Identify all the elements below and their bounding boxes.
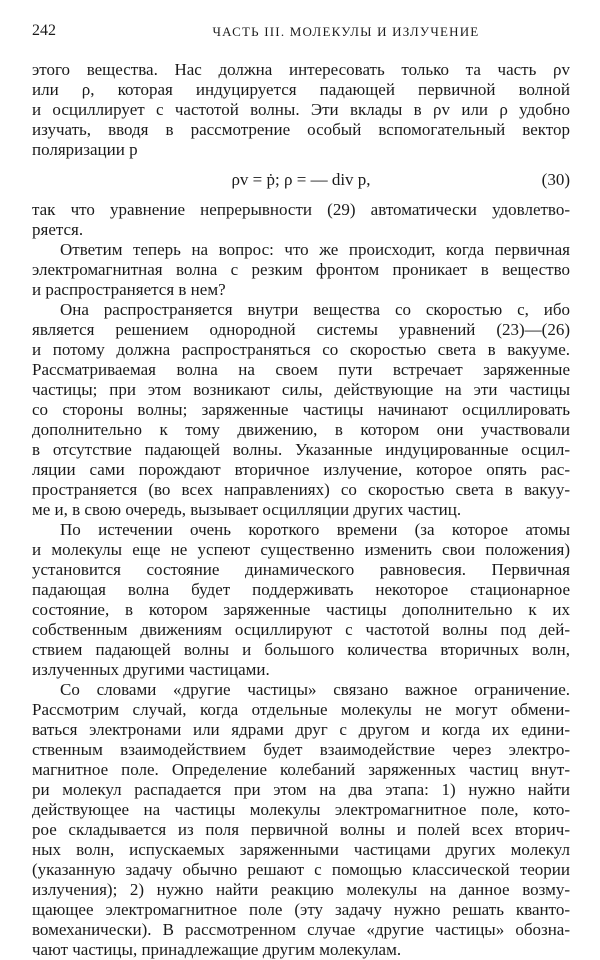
paragraph-start: Со словами «другие частицы» связано важное ограничение. [60, 680, 570, 699]
text-line: ряется. [32, 220, 84, 239]
paragraph-start: Ответим теперь на вопрос: что же происходит, когда первичная [60, 240, 570, 259]
running-title: ЧАСТЬ III. МОЛЕКУЛЫ И ИЗЛУЧЕНИЕ [212, 24, 480, 39]
text-line: ваться электронами или ядрами друг с другом и когда их едини- [32, 720, 570, 739]
text-line: магнитное поле. Определение колебаний заряженных частиц внут- [32, 760, 570, 779]
text-line: собственным движениям осциллируют с частотой волны под дей- [32, 620, 570, 639]
text-line: со стороны волны; заряженные частицы начинают осциллировать [32, 400, 570, 419]
text-line: Рассматриваемая волна на своем пути встречает заряженные [32, 360, 570, 379]
text-line: рое складывается из поля первичной волны и полей всех вторич- [32, 820, 570, 839]
text-line: излученных другими частицами. [32, 660, 270, 679]
text-line: изучать, вводя в рассмотрение особый вспомогательный вектор [32, 120, 570, 139]
text-line: вомеханически). В рассмотренном случае «другие частицы» обозна- [32, 920, 570, 939]
text-line: ственным взаимодействием будет взаимодействие через электро- [32, 740, 570, 759]
text-line: установится состояние динамического равновесия. Первичная [32, 560, 570, 579]
text-line: пространяется (во всех направлениях) со скоростью света в вакуу- [32, 480, 570, 499]
paragraph-start: По истечении очень короткого времени (за которое атомы [60, 520, 570, 539]
text-line: падающая волна будет поддерживать некоторое стационарное [32, 580, 570, 599]
text-line: Рассмотрим случай, когда отдельные молекулы не могут обмени- [32, 700, 570, 719]
text-line: чают частицы, принадлежащие другим молекулам. [32, 940, 402, 959]
page-number: 242 [32, 22, 56, 39]
text-line: и молекулы еще не успеют существенно изменить свои положения) [32, 540, 570, 559]
text-line: и потому должна распространяться со скоростью света в вакууме. [32, 340, 570, 359]
text-line: и распространяется в нем? [32, 280, 226, 299]
text-line: щающее электромагнитное поле (эту задачу нужно решать кванто- [32, 900, 570, 919]
text-line: ри молекул распадается при этом на два этапа: 1) нужно найти [32, 780, 570, 799]
text-line: ме и, в свою очередь, вызывает осцилляции других частиц. [32, 500, 462, 519]
text-line: электромагнитная волна с резким фронтом проникает в вещество [32, 260, 570, 279]
text-line: так что уравнение непрерывности (29) автоматически удовлетво- [32, 200, 570, 219]
text-line: дополнительно к тому движению, в котором они участвовали [32, 420, 570, 439]
text-line: и осциллирует с частотой волны. Эти вклады в ρv или ρ удобно [32, 100, 570, 119]
page-header [32, 22, 570, 44]
text-line: излучения); 2) нужно найти реакцию молекулы на данное возму- [32, 880, 570, 899]
text-line: ляции сами порождают вторичное излучение, которое опять рас- [32, 460, 570, 479]
text-line: (указанную задачу обычно решают с помощью классической теории [32, 860, 570, 879]
text-line: частицы; при этом возникают силы, действующие на эти частицы [32, 380, 570, 399]
text-line: этого вещества. Нас должна интересовать только та часть ρv [32, 60, 570, 79]
text-line: или ρ, которая индуцируется падающей первичной волной [32, 80, 570, 99]
formula-text: ρv = ṗ; ρ = — div p, [231, 170, 371, 189]
text-line: ствием падающей волны и большого количества вторичных волн, [32, 640, 570, 659]
text-line: действующее на частицы молекулы электромагнитное поле, кото- [32, 800, 570, 819]
text-line: является решением однородной системы уравнений (23)—(26) [32, 320, 570, 339]
formula-30 [32, 160, 570, 200]
text-line: поляризации p [32, 140, 138, 159]
page-body [32, 60, 570, 960]
text-line: состояние, в котором заряженные частицы дополнительно к их [32, 600, 570, 619]
formula-number: (30) [541, 170, 570, 189]
text-line: ных волн, испускаемых заряженными частицами других молекул [32, 840, 570, 859]
text-line: в отсутствие падающей волны. Указанные индуцированные осцил- [32, 440, 570, 459]
paragraph-start: Она распространяется внутри вещества со скоростью c, ибо [60, 300, 570, 319]
